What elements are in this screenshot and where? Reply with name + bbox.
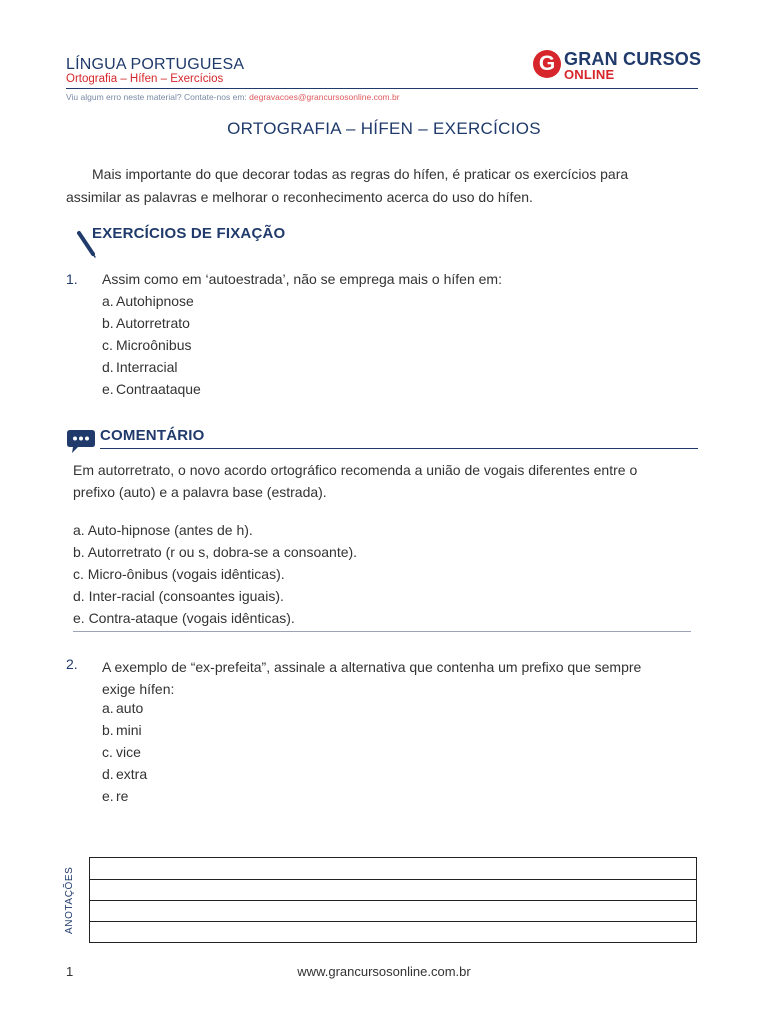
option-letter: e. [102,788,114,804]
comment-text [73,459,698,503]
option-2e[interactable] [102,785,147,807]
logo-text-top: GRAN CURSOS [564,49,702,69]
option-text: auto [116,700,144,716]
option-letter: c. [102,337,113,353]
comment-item: a. Auto-hipnose (antes de h). [73,522,253,538]
option-letter: d. [102,359,114,375]
notes-line [90,879,696,880]
subject-subtitle: Ortografia – Hífen – Exercícios [66,73,224,85]
question-1-options [102,290,201,400]
intro-line-1: Mais importante do que decorar todas as regras do hífen, é praticar os exercícios para [92,166,629,182]
comment-item: d. Inter-racial (consoantes iguais). [73,588,284,604]
question-2-line-1: A exemplo de “ex-prefeita”, assinale a alternativa que contenha um prefixo que sempre [102,659,642,675]
comment-item: c. Micro-ônibus (vogais idênticas). [73,566,285,582]
option-2c[interactable] [102,741,147,763]
option-text: extra [116,766,148,782]
option-letter: a. [102,700,114,716]
option-text: Autohipnose [116,293,194,309]
page-number: 1 [66,964,74,979]
option-2b[interactable] [102,719,147,741]
question-1-number: 1. [66,271,78,287]
question-1-text: Assim como em ‘autoestrada’, não se emprega mais o hífen em: [102,271,502,287]
logo-g-icon: G [533,50,561,78]
option-text: re [116,788,129,804]
fixation-heading: EXERCÍCIOS DE FIXAÇÃO [92,225,286,242]
option-text: mini [116,722,142,738]
chat-bubble-icon [66,428,96,454]
notes-line [90,921,696,922]
option-letter: c. [102,744,113,760]
option-1a[interactable] [102,290,201,312]
question-2-options [102,697,147,807]
option-1d[interactable] [102,356,201,378]
option-text: Autorretrato [116,315,190,331]
contact-email-link[interactable]: degravacoes@grancursosonline.com.br [249,92,400,102]
option-text: vice [116,744,141,760]
comment-item: e. Contra-ataque (vogais idênticas). [73,610,295,626]
page-title: ORTOGRAFIA – HÍFEN – EXERCÍCIOS [227,119,541,138]
intro-line-2: assimilar as palavras e melhorar o reconhecimento acerca do uso do hífen. [66,189,533,205]
footer-website-link[interactable]: www.grancursosonline.com.br [297,964,471,979]
contact-line [66,92,400,102]
comment-line-2: prefixo (auto) e a palavra base (estrada). [73,484,327,500]
option-letter: b. [102,722,114,738]
option-letter: b. [102,315,114,331]
option-2a[interactable] [102,697,147,719]
question-2-line-2: exige hífen: [102,681,175,697]
option-1b[interactable] [102,312,201,334]
comment-item: b. Autorretrato (r ou s, dobra-se a consoante). [73,544,358,560]
header-divider [66,88,698,89]
question-2-number: 2. [66,656,78,672]
contact-prefix: Viu algum erro neste material? Contate-nos em: [66,92,250,102]
option-text: Interracial [116,359,178,375]
comment-bottom-divider [73,631,691,632]
comment-heading: COMENTÁRIO [100,427,205,444]
question-2-text [102,656,698,700]
comment-line-1: Em autorretrato, o novo acordo ortográfico recomenda a união de vogais diferentes entre o [73,462,638,478]
option-1e[interactable] [102,378,201,400]
gran-cursos-logo [533,49,703,83]
option-letter: e. [102,381,114,397]
logo-text-bottom: ONLINE [564,67,615,82]
subject-title: LÍNGUA PORTUGUESA [66,56,245,73]
option-text: Microônibus [116,337,192,353]
comment-list [73,519,357,629]
notes-line [90,900,696,901]
option-1c[interactable] [102,334,201,356]
option-2d[interactable] [102,763,147,785]
comment-divider [100,448,698,449]
option-text: Contraataque [116,381,201,397]
intro-paragraph [66,163,698,209]
option-letter: d. [102,766,114,782]
option-letter: a. [102,293,114,309]
notes-label: ANOTAÇÕES [64,866,75,934]
notes-box[interactable] [89,857,697,943]
